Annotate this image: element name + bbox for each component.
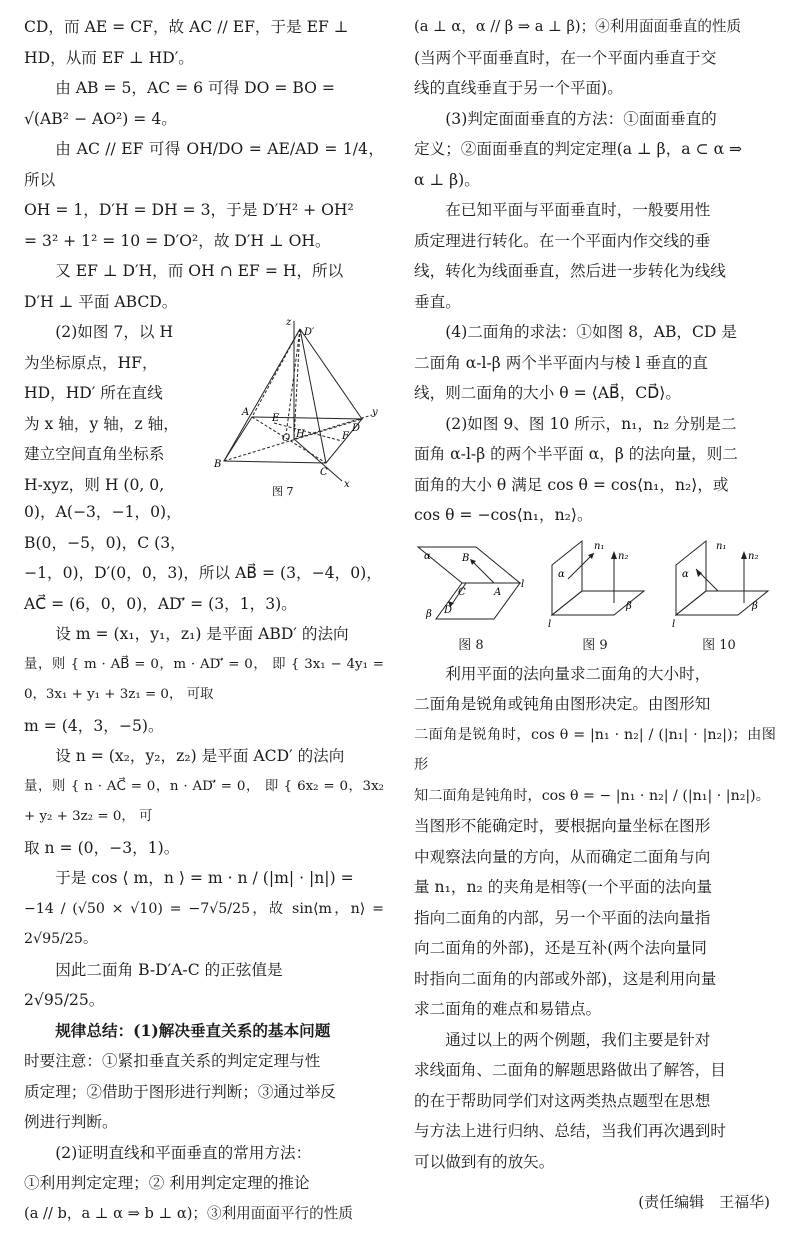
fig7-label-o: O (282, 433, 291, 444)
fig7-label-c: C (320, 467, 328, 478)
text-line: (4)二面角的求法：①如图 8，AB，CD 是 (445, 323, 737, 341)
fig10-label-alpha: α (682, 568, 689, 580)
right-column (414, 12, 776, 1233)
fig10-label-l: l (672, 618, 676, 630)
editor-credit: (责任编辑 王福华) (638, 1193, 770, 1211)
text-line: −1，0)，D′(0，0，3)，所以 AB⃗ = (3，−4，0)， (24, 564, 382, 582)
text-line: (3)判定面面垂直的方法：①面面垂直的 (445, 109, 717, 128)
text-line: AC⃗ = (6，0，0)，AD′⃗ = (3，1，3)。 (24, 594, 297, 613)
fig7-label-y: y (372, 407, 378, 418)
fig8-label-beta: β (426, 608, 432, 620)
text-line: α ⊥ β)。 (414, 170, 480, 189)
fig8-label-d: D (444, 604, 453, 616)
text-line: 量 n₁，n₂ 的夹角是相等(一个平面的法向量 (414, 878, 713, 896)
text-line: 知二面角是钝角时，cos θ = − |n₁ · n₂| / (|n₁| · |n₂|)。 (414, 787, 770, 804)
equation-system-m: 量，则 { m · AB⃗ = 0，m · AD′⃗ = 0， 即 { 3x₁ − 4y₁ = 0，3x₁ + y₁ + 3z₁ = 0， 可取 (24, 656, 384, 702)
text-line: 于是 cos ⟨ m，n ⟩ = m · n / (|m| · |n|) = (55, 869, 354, 887)
fig9-label-l: l (548, 618, 552, 630)
fig10-label-n2: n₂ (748, 550, 759, 562)
figure-7-caption: 图 7 (272, 485, 294, 498)
text-line: (当两个平面垂直时，在一个平面内垂直于交 (414, 48, 717, 67)
text-line: 面角 α-l-β 的两个半平面 α，β 的法向量，则二 (414, 445, 738, 463)
text-line: ①利用判定定理；② 利用判定定理的推论 (24, 1174, 310, 1192)
text-line: 例进行判断。 (24, 1113, 118, 1131)
fig7-label-dprime: D′ (304, 327, 315, 338)
text-line: (a ⊥ α，α // β ⇒ a ⊥ β)；④利用面面垂直的性质 (414, 18, 742, 35)
text-line: 设 n = (x₂，y₂，z₂) 是平面 ACD′ 的法向 (55, 747, 345, 765)
text-line: 二面角是锐角时，cos θ = |n₁ · n₂| / (|n₁| · |n₂|)；由图形 (414, 726, 776, 773)
text-line: (2)证明直线和平面垂直的常用方法： (55, 1143, 312, 1162)
text-line: = 3² + 1² = 10 = D′O²，故 D′H ⊥ OH。 (24, 231, 331, 250)
text-line: 2√95/25。 (24, 991, 105, 1009)
figure-7 (202, 311, 382, 501)
text-line: H-xyz，则 H (0, 0, (24, 475, 165, 494)
text-line: 利用平面的法向量求二面角的大小时， (445, 664, 711, 683)
fig8-label-c: C (458, 586, 466, 598)
fig7-label-e: E (272, 413, 280, 424)
text-line: 与方法上进行归纳、总结，当我们再次遇到时 (414, 1122, 726, 1140)
figure-10-caption: 图 10 (702, 637, 736, 653)
figures-8-10-row (414, 539, 776, 655)
fig7-label-b: B (214, 459, 222, 470)
figure-8-caption: 图 8 (458, 637, 484, 653)
text-line: cos θ = −cos⟨n₁，n₂⟩。 (414, 506, 593, 524)
text-line: 可以做到有的放矢。 (414, 1152, 555, 1171)
text-line: OH = 1，D′H = DH = 3，于是 D′H² + OH² (24, 201, 354, 219)
fig8-label-a: A (494, 586, 502, 598)
fig9-label-n1: n₁ (594, 540, 605, 552)
text-line: 垂直。 (414, 292, 461, 311)
text-line: HD，HD′ 所在直线 (24, 384, 163, 402)
fig7-label-h: H (296, 429, 305, 440)
text-line: 建立空间直角坐标系 (24, 445, 165, 463)
text-line: 求二面角的难点和易错点。 (414, 1000, 602, 1018)
text-line: 设 m = (x₁，y₁，z₁) 是平面 ABD′ 的法向 (55, 625, 349, 643)
text-line: 通过以上的两个例题，我们主要是针对 (445, 1030, 711, 1049)
text-line: 面角的大小 θ 满足 cos θ = cos⟨n₁，n₂⟩，或 (414, 475, 729, 494)
text-line: HD，从而 EF ⊥ HD′。 (24, 48, 194, 67)
text-line: 当图形不能确定时，要根据向量坐标在图形 (414, 817, 711, 835)
fig7-label-d: D (352, 423, 361, 434)
fig9-label-alpha: α (558, 568, 565, 580)
text-line: 求线面角、二面角的解题思路做出了解答，目 (414, 1061, 726, 1079)
fig8-label-alpha: α (424, 550, 431, 562)
text-line: CD，而 AE = CF，故 AC // EF，于是 EF ⊥ (24, 18, 349, 36)
text-line: 又 EF ⊥ D′H，而 OH ∩ EF = H，所以 (55, 262, 344, 280)
text-line: 因此二面角 B-D′A-C 的正弦值是 (55, 960, 283, 979)
text-line: 为 x 轴，y 轴，z 轴， (24, 414, 179, 433)
text-line: −14 / (√50 × √10) = −7√5/25，故 sin⟨m，n⟩ = 2√95/25。 (24, 900, 384, 947)
figure-10 (662, 539, 776, 655)
text-line: 由 AC // EF 可得 OH/DO = AE/AD = 1/4，所以 (24, 140, 384, 189)
fig9-label-beta: β (626, 600, 632, 612)
fig10-label-beta: β (752, 600, 758, 612)
text-line: 的在于帮助同学们对这两类热点题型在思想 (414, 1091, 711, 1110)
text-line: 向二面角的外部)，还是互补(两个法向量同 (414, 939, 707, 957)
summary-heading-line: 规律总结：(1)解决垂直关系的基本问题 (55, 1020, 331, 1040)
text-line: D′H ⊥ 平面 ABCD。 (24, 292, 178, 311)
text-line: 质定理；②借助于图形进行判断；③通过举反 (24, 1082, 336, 1101)
fig9-label-n2: n₂ (618, 550, 629, 562)
left-column (24, 12, 384, 1229)
fig8-label-b: B (462, 552, 470, 564)
text-line: 在已知平面与平面垂直时，一般要用性 (445, 201, 711, 219)
text-line: 时指向二面角的内部或外部)，这是利用向量 (414, 969, 717, 988)
fig7-label-x: x (344, 479, 350, 490)
text-line: 线，转化为线面垂直，然后进一步转化为线线 (414, 262, 726, 280)
text-line: m = (4，3，−5)。 (24, 716, 164, 735)
figure-9 (538, 539, 652, 655)
figure-7-block (24, 317, 384, 497)
text-line: 定义；②面面垂直的判定定理(a ⊥ β，a ⊂ α ⇒ (414, 140, 743, 158)
text-line: 指向二面角的内部，另一个平面的法向量指 (414, 908, 711, 927)
text-line: 质定理进行转化。在一个平面内作交线的垂 (414, 231, 711, 250)
figure-8 (414, 539, 528, 655)
fig10-label-n1: n₁ (716, 540, 727, 552)
fig7-label-f: F (342, 431, 349, 442)
fig7-label-a: A (242, 407, 250, 418)
text-line: (a // b，a ⊥ α ⇒ b ⊥ α)；③利用面面平行的性质 (24, 1204, 353, 1222)
text-line: 线，则二面角的大小 θ = ⟨AB⃗，CD⃗⟩。 (414, 384, 681, 402)
equation-system-n: 量，则 { n · AC⃗ = 0，n · AD′⃗ = 0， 即 { 6x₂ = 0，3x₂ + y₂ + 3z₂ = 0， 可 (24, 778, 384, 824)
text-line: √(AB² − AO²) = 4。 (24, 109, 177, 128)
text-line: 中观察法向量的方向，从而确定二面角与向 (414, 847, 711, 866)
fig8-label-l: l (521, 578, 525, 590)
text-line: 由 AB = 5，AC = 6 可得 DO = BO = (55, 79, 335, 97)
text-line: (2)如图 9、图 10 所示，n₁，n₂ 分别是二 (445, 414, 737, 433)
text-line: 时要注意：①紧扣垂直关系的判定定理与性 (24, 1052, 321, 1070)
text-line: 为坐标原点，HF， (24, 353, 158, 372)
text-line: 线的直线垂直于另一个平面)。 (414, 79, 623, 97)
text-line: 二面角 α-l-β 两个半平面内与棱 l 垂直的直 (414, 353, 708, 372)
text-line: 二面角是锐角或钝角由图形决定。由图形知 (414, 695, 711, 713)
text-line: (2)如图 7，以 H (55, 323, 174, 341)
text-line: 0)，A(−3，−1，0)， (24, 503, 182, 521)
figure-9-caption: 图 9 (582, 637, 608, 653)
text-line: 取 n = (0，−3，1)。 (24, 838, 180, 857)
fig7-label-z: z (286, 317, 292, 328)
text-line: B(0，−5，0)，C (3， (24, 533, 186, 552)
